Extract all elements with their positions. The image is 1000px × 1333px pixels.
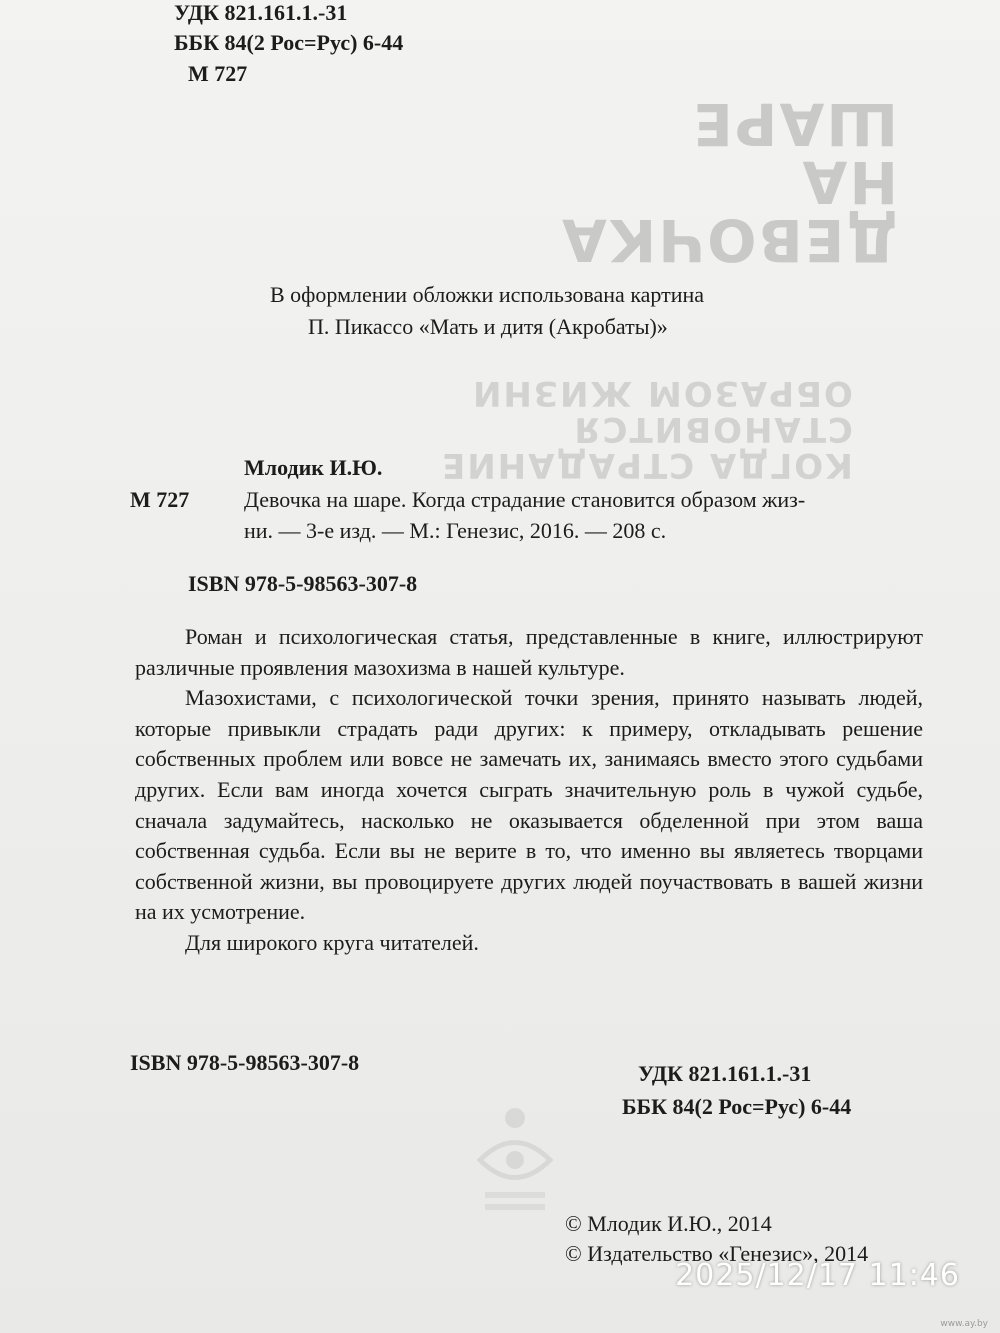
copyright-publisher: © Издательство «Генезис», 2014 bbox=[565, 1241, 869, 1266]
footer-bbk: ББК 84(2 Рос=Рус) 6-44 bbox=[622, 1094, 852, 1119]
bib-title-line2: ни. — 3-е изд. — М.: Генезис, 2016. — 208 с. bbox=[244, 518, 667, 543]
annotation-paragraph-1: Роман и психологическая статья, представленные в книге, иллюстрируют различные проявления мазохизма в нашей культуре. bbox=[135, 624, 923, 680]
bib-code: М 727 bbox=[130, 487, 190, 512]
header-udk: УДК 821.161.1.-31 bbox=[174, 0, 348, 25]
annotation bbox=[135, 622, 923, 959]
show-through-subtitle: КОГДА СТРАДАНИЕ СТАНОВИТСЯ ОБРАЗОМ ЖИЗНИ bbox=[440, 373, 853, 485]
site-watermark: www.ay.by bbox=[940, 1319, 988, 1329]
cover-note-line1: В оформлении обложки использована картина bbox=[270, 282, 705, 307]
bib-isbn: ISBN 978-5-98563-307-8 bbox=[188, 571, 418, 596]
author-name: Млодик И.Ю. bbox=[244, 455, 383, 480]
footer-isbn: ISBN 978-5-98563-307-8 bbox=[130, 1050, 360, 1075]
annotation-paragraph-2: Мазохистами, с психологической точки зрения, принято называть людей, которые привыкли страдать ради других: к примеру, откладывать решение собственных проблем или вовсе не замечать их, занимаясь вместо этого судьбами других. Если вам иногда хочется сыграть значительную роль в чужой судьбе, сначала задумайтесь, насколько не оказывается обделенной при этом ваша собственная судьба. Если вы не верите в то, что именно вы являетесь творцами собственной жизни, вы провоцируете других людей поучаствовать в вашей жизни на их усмотрение. bbox=[135, 685, 923, 925]
header-bbk: ББК 84(2 Рос=Рус) 6-44 bbox=[174, 30, 404, 55]
publisher-logo-icon bbox=[470, 1100, 560, 1230]
annotation-paragraph-3: Для широкого круга читателей. bbox=[185, 929, 479, 955]
show-through-title: ДЕВОЧКА НА ШАРЕ bbox=[560, 90, 898, 274]
header-code: М 727 bbox=[188, 61, 248, 86]
photo-timestamp: 2025/12/17 11:46 bbox=[675, 1258, 960, 1293]
bib-title-line1: Девочка на шаре. Когда страдание становится образом жиз- bbox=[244, 487, 806, 512]
cover-note-line2: П. Пикассо «Мать и дитя (Акробаты)» bbox=[308, 314, 668, 339]
copyright-author: © Млодик И.Ю., 2014 bbox=[565, 1211, 772, 1236]
footer-udk: УДК 821.161.1.-31 bbox=[638, 1061, 812, 1086]
